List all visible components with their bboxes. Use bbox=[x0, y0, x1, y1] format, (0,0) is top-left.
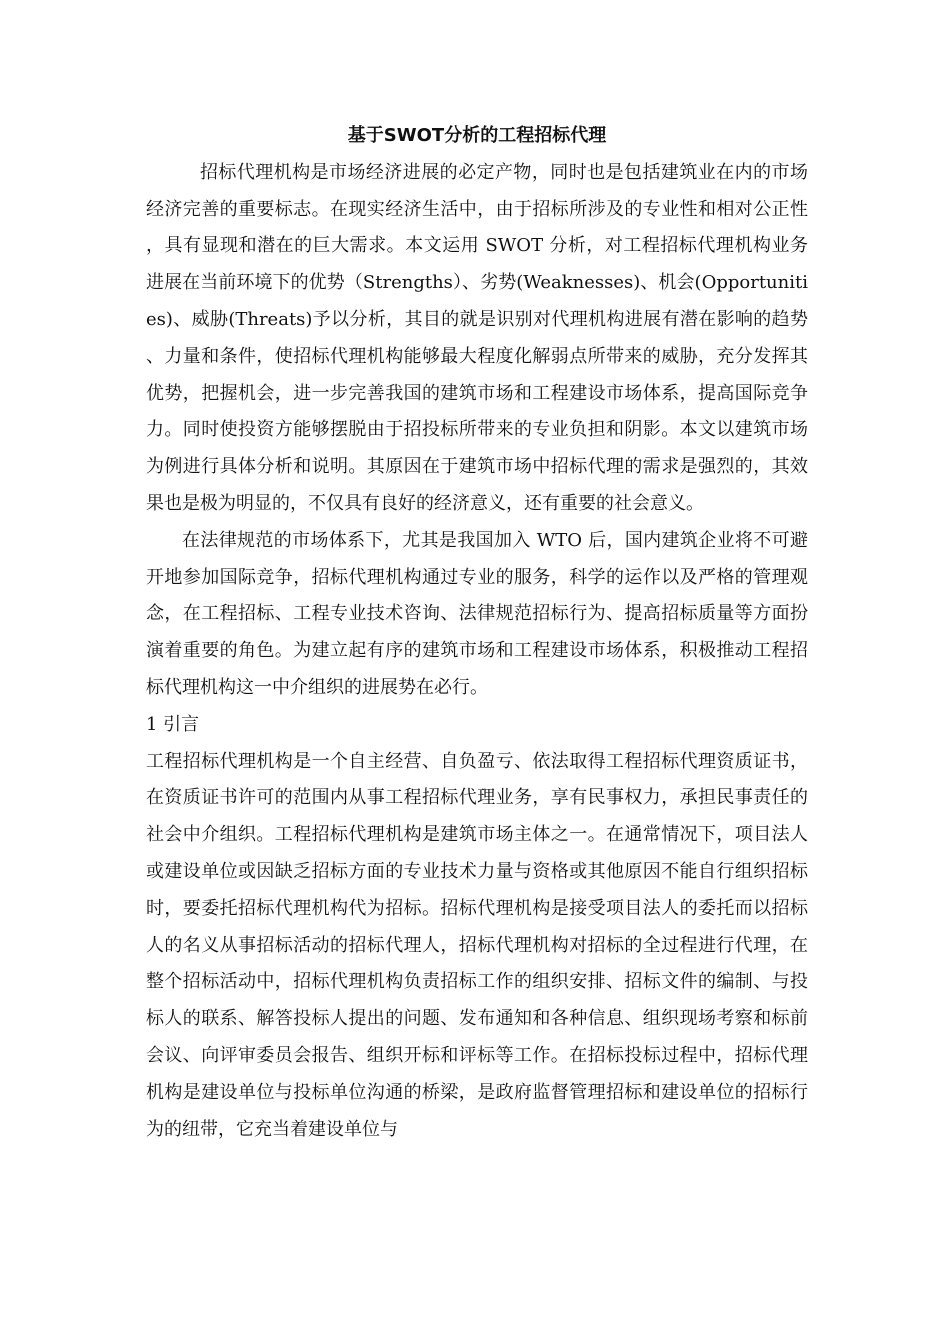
abstract-paragraph-1: 招标代理机构是市场经济进展的必定产物，同时也是包括建筑业在内的市场经济完善的重要标志。在现实经济生活中，由于招标所涉及的专业性和相对公正性，具有显现和潜在的巨大需求。本文运用 SWOT 分析，对工程招标代理机构业务进展在当前环境下的优势（Strengths）、劣势(Weaknesses)、机会(Opportunities)、威胁(Threats)予以分析，其目的就是识别对代理机构进展有潜在影响的趋势、力量和条件，使招标代理机构能够最大程度化解弱点所带来的威胁，充分发挥其优势，把握机会，进一步完善我国的建筑市场和工程建设市场体系，提高国际竞争力。同时使投资方能够摆脱由于招投标所带来的专业负担和阴影。本文以建筑市场为例进行具体分析和说明。其原因在于建筑市场中招标代理的需求是强烈的，其效果也是极为明显的，不仅具有良好的经济意义，还有重要的社会意义。 bbox=[146, 161, 808, 514]
section-heading-introduction: 1 引言 bbox=[146, 713, 200, 735]
document-body bbox=[146, 118, 808, 1148]
document-title: 基于SWOT分析的工程招标代理 bbox=[347, 125, 607, 146]
abstract-paragraph-2: 在法律规范的市场体系下，尤其是我国加入 WTO 后，国内建筑企业将不可避开地参加国际竞争，招标代理机构通过专业的服务，科学的运作以及严格的管理观念，在工程招标、工程专业技术咨询、法律规范招标行为、提高招标质量等方面扮演着重要的角色。为建立起有序的建筑市场和工程建设市场体系，积极推动工程招标代理机构这一中介组织的进展势在必行。 bbox=[146, 529, 808, 698]
section-paragraph-introduction: 工程招标代理机构是一个自主经营、自负盈亏、依法取得工程招标代理资质证书，在资质证书许可的范围内从事工程招标代理业务，享有民事权力，承担民事责任的社会中介组织。工程招标代理机构是建筑市场主体之一。在通常情况下，项目法人或建设单位或因缺乏招标方面的专业技术力量与资格或其他原因不能自行组织招标时，要委托招标代理机构代为招标。招标代理机构是接受项目法人的委托而以招标人的名义从事招标活动的招标代理人，招标代理机构对招标的全过程进行代理，在整个招标活动中，招标代理机构负责招标工作的组织安排、招标文件的编制、与投标人的联系、解答投标人提出的问题、发布通知和各种信息、组织现场考察和标前会议、向评审委员会报告、组织开标和评标等工作。在招标投标过程中，招标代理机构是建设单位与投标单位沟通的桥梁，是政府监督管理招标和建设单位的招标行为的纽带，它充当着建设单位与 bbox=[146, 750, 808, 1140]
